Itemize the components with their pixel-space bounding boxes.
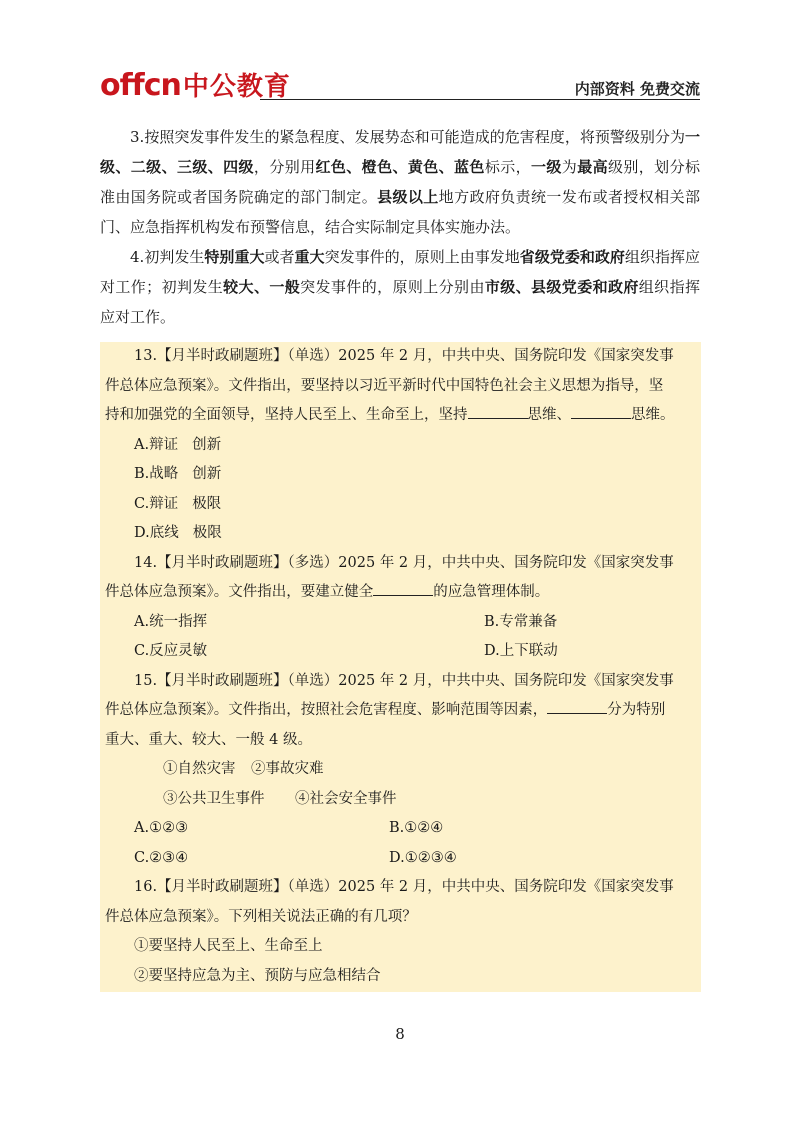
header-note: 内部资料 免费交流	[574, 80, 700, 98]
q14-option-b[interactable]: B.专常兼备	[484, 613, 558, 630]
q15-line1: 15.【月半时政刷题班】（单选）2025 年 2 月，中共中央、国务院印发《国家突发事	[134, 672, 674, 689]
q15-items-row1	[105, 755, 696, 785]
answer-blank	[468, 404, 528, 419]
q13-option-d[interactable]: D.底线 极限	[134, 525, 222, 541]
q14-line2: 件总体应急预案》。文件指出，要建立健全 的应急管理体制。	[105, 578, 696, 608]
paragraph-4: 4.初判发生特别重大或者重大突发事件的，原则上由事发地省级党委和政府组织指挥应对工作；初判发生较大、一般突发事件的，原则上分别由市级、县级党委和政府组织指挥应对工作。	[100, 248, 700, 326]
q13-line3: 持和加强党的全面领导，坚持人民至上、生命至上，坚持 思维、 思维。	[105, 401, 696, 431]
q15-option-c[interactable]: C.②③④	[134, 849, 189, 866]
q15-option-b[interactable]: B.①②④	[389, 820, 444, 836]
answer-blank	[373, 581, 433, 596]
q14-option-c[interactable]: C.反应灵敏	[134, 643, 208, 659]
q15-item-1: ①自然灾害	[163, 761, 236, 777]
q16-line2: 件总体应急预案》。下列相关说法正确的有几项？	[105, 908, 417, 925]
q15-item-2: ②事故灾难	[251, 761, 324, 777]
q13-option-b[interactable]: B.战略 创新	[134, 466, 222, 482]
body-text	[100, 122, 700, 332]
q15-line3: 重大、重大、较大、一般 4 级。	[105, 731, 312, 748]
q14-option-a[interactable]: A.统一指挥	[134, 613, 208, 630]
q15-option-d[interactable]: D.①②③④	[389, 849, 457, 866]
q14-options-row2	[105, 637, 696, 667]
q14-options-row1	[105, 608, 696, 638]
logo-text-en: offcn	[100, 68, 181, 103]
q13-option-a[interactable]: A.辩证 创新	[134, 436, 222, 453]
logo-text-cn: 中公教育	[182, 72, 291, 102]
q15-item-3: ③公共卫生事件	[163, 790, 265, 807]
answer-blank	[571, 404, 631, 419]
q14-option-d[interactable]: D.上下联动	[484, 643, 558, 659]
q15-options-row1	[105, 814, 696, 844]
q15-item-4: ④社会安全事件	[295, 790, 397, 807]
q13-line1: 13.【月半时政刷题班】（单选）2025 年 2 月，中共中央、国务院印发《国家突发事	[134, 348, 674, 364]
q13-line2: 件总体应急预案》。文件指出，要坚持以习近平新时代中国特色社会主义思想为指导，坚	[105, 377, 664, 394]
offcn-logo	[100, 66, 291, 103]
header-divider	[260, 99, 700, 100]
q15-option-a[interactable]: A.①②③	[134, 820, 189, 836]
page-header	[100, 62, 700, 102]
q16-item-2: ②要坚持应急为主、预防与应急相结合	[134, 967, 381, 984]
q13-option-c[interactable]: C.辩证 极限	[134, 495, 222, 512]
question-box	[100, 342, 701, 992]
paragraph-3: 3.按照突发事件发生的紧急程度、发展势态和可能造成的危害程度，将预警级别分为一级、二级、三级、四级，分别用红色、橙色、黄色、蓝色标示，一级为最高级别，划分标准由国务院或者国务院确定的部门制定。县级以上地方政府负责统一发布或者授权相关部门、应急指挥机构发布预警信息，结合实际制定具体实施办法。	[100, 128, 700, 236]
q16-item-1: ①要坚持人民至上、生命至上	[134, 938, 323, 954]
q16-line1: 16.【月半时政刷题班】（单选）2025 年 2 月，中共中央、国务院印发《国家突发事	[134, 879, 674, 895]
q15-line2: 件总体应急预案》。文件指出，按照社会危害程度、影响范围等因素， 分为特别	[105, 696, 696, 726]
answer-blank	[547, 699, 607, 714]
q15-items-row2	[105, 785, 696, 815]
page-number: 8	[395, 1025, 405, 1043]
q14-line1: 14.【月半时政刷题班】（多选）2025 年 2 月，中共中央、国务院印发《国家突发事	[134, 554, 674, 571]
q15-options-row2	[105, 844, 696, 874]
